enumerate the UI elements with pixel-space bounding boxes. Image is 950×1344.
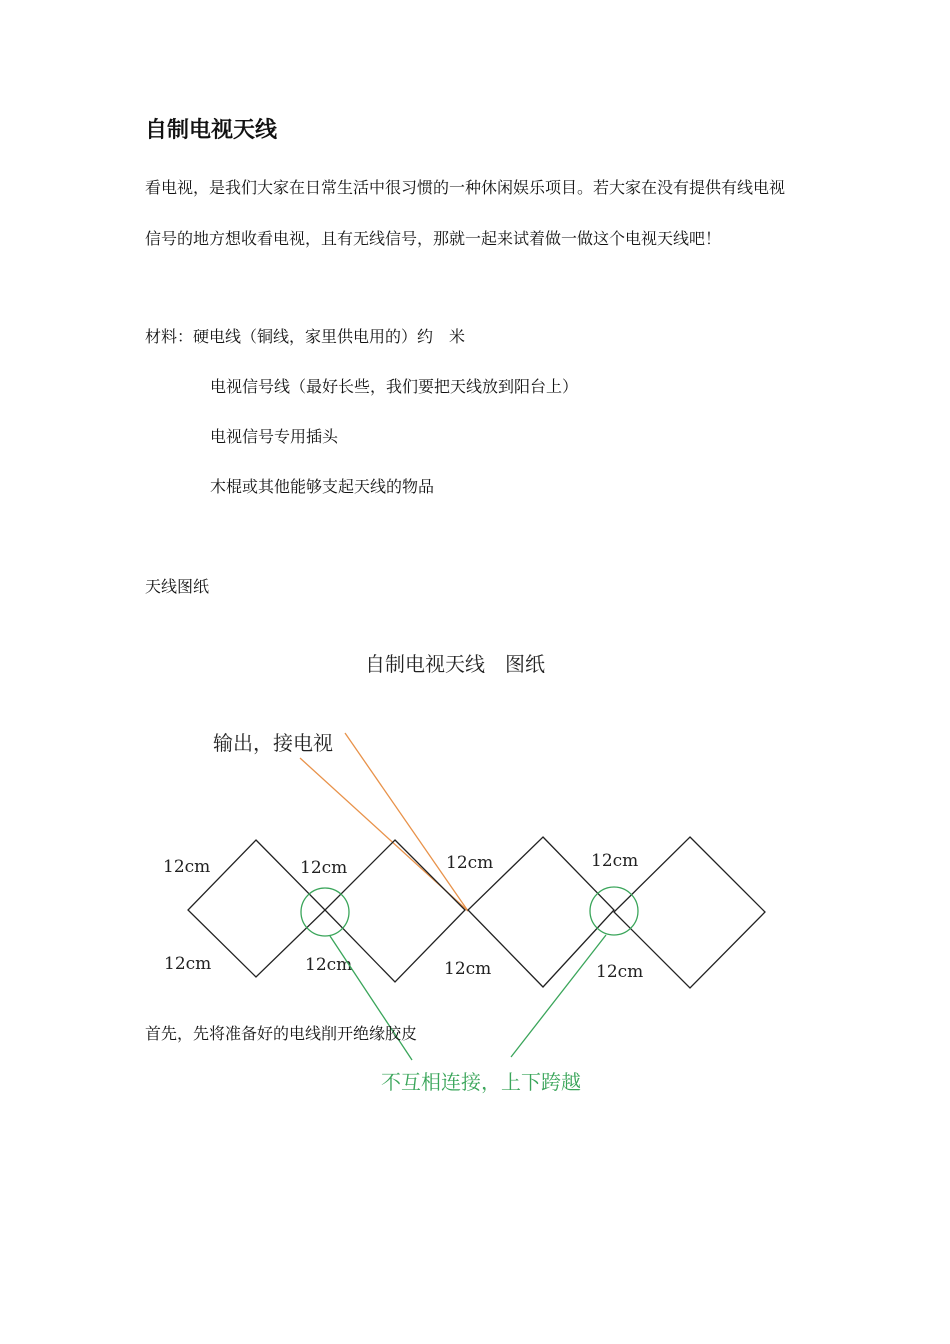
- length-label: 12cm: [300, 858, 348, 878]
- output-wire-right: [345, 733, 468, 911]
- length-label: 12cm: [164, 954, 212, 974]
- diagram-title: 自制电视天线 图纸: [365, 652, 545, 676]
- intro-paragraph-line-2: 信号的地方想收看电视，且有无线信号，那就一起来试着做一做这个电视天线吧！: [145, 229, 722, 248]
- length-label: 12cm: [305, 955, 353, 975]
- length-label: 12cm: [591, 851, 639, 871]
- crossing-circle-left: [301, 888, 349, 936]
- material-item-stick: 木棍或其他能够支起天线的物品: [210, 477, 435, 496]
- material-item-plug: 电视信号专用插头: [210, 427, 339, 446]
- crossing-circle-right: [590, 887, 638, 935]
- length-label: 12cm: [444, 959, 492, 979]
- material-item-cable: 电视信号线（最好长些，我们要把天线放到阳台上）: [210, 377, 579, 396]
- output-label: 输出，接电视: [213, 731, 333, 755]
- output-wires: [300, 733, 468, 911]
- length-label: 12cm: [596, 962, 644, 982]
- materials-label: 材料：硬电线（铜线，家里供电用的）约 米: [145, 327, 466, 346]
- crossing-pointer-right: [511, 935, 606, 1057]
- intro-paragraph-line-1: 看电视，是我们大家在日常生活中很习惯的一种休闲娱乐项目。若大家在没有提供有线电视: [145, 178, 786, 197]
- length-label: 12cm: [446, 853, 494, 873]
- page-title: 自制电视天线: [145, 118, 278, 143]
- step-1-text: 首先，先将准备好的电线削开绝缘胶皮: [145, 1024, 418, 1043]
- crossing-label: 不互相连接，上下跨越: [381, 1070, 581, 1094]
- length-label: 12cm: [163, 857, 211, 877]
- diagram-caption: 天线图纸: [145, 577, 210, 596]
